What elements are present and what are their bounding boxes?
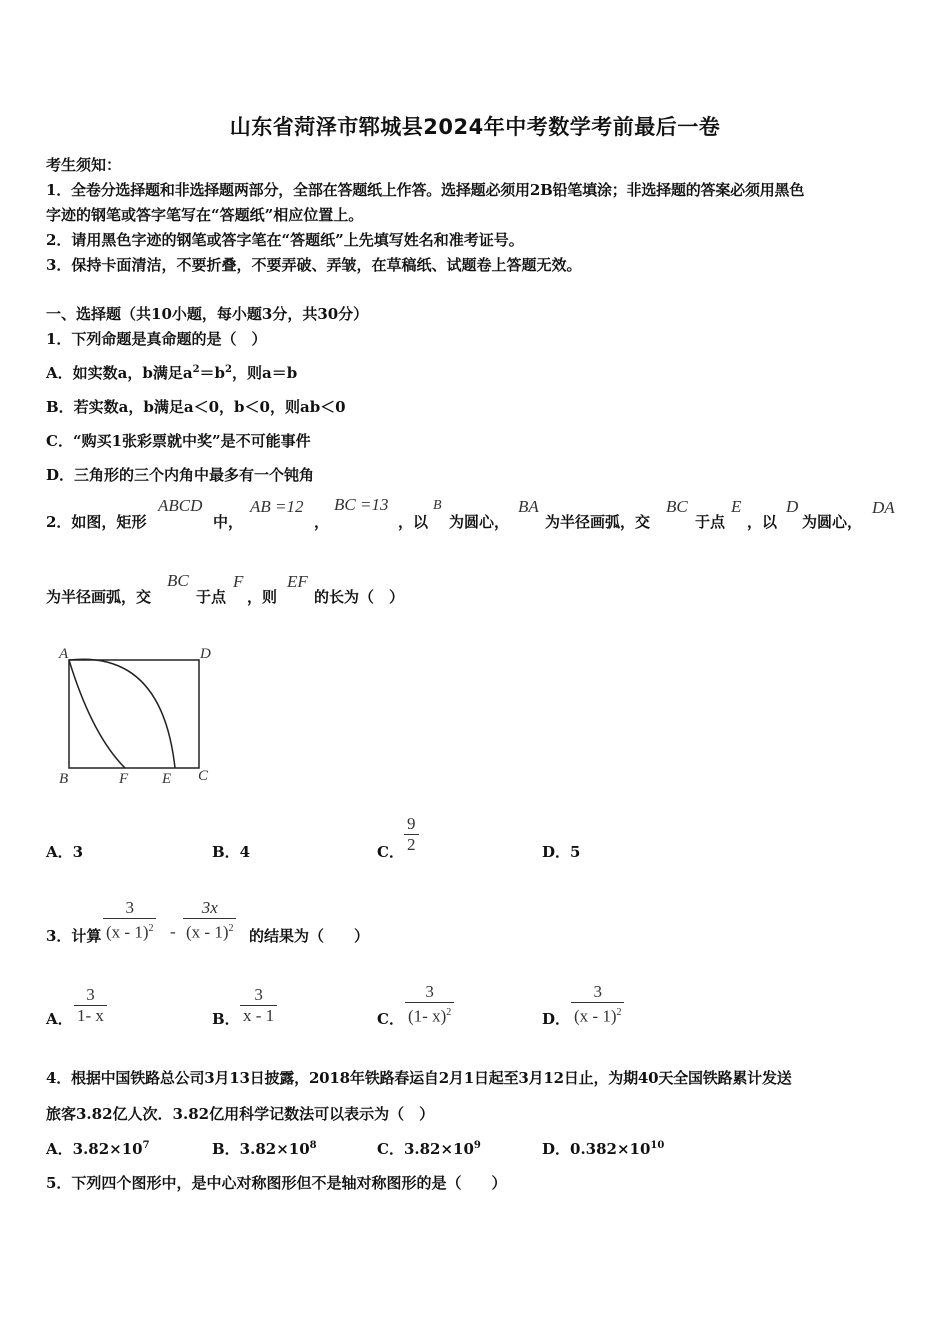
q2-text-9: 为圆心， <box>802 513 863 531</box>
q2-option-b: B．4 <box>212 843 251 861</box>
label-c: C <box>198 768 209 784</box>
q3-option-a-label: A． <box>46 1010 73 1028</box>
q2-math-bc-2: BC <box>666 497 688 516</box>
rectangle-abcd <box>69 660 199 768</box>
q2-text-7: 于点 <box>695 513 726 531</box>
q2-text-13: 的长为（ ） <box>314 588 405 606</box>
q2-option-c-label: C． <box>377 843 404 861</box>
q2-text-6: 为半径画弧，交 <box>545 513 651 531</box>
q3-option-c-fraction: $\frac{3}{(1- x)^2}$ <box>405 982 454 1027</box>
q2-math-bc: BC =13 <box>334 495 389 514</box>
q2-math-b: B <box>433 498 442 513</box>
q2-option-c-fraction: $\frac{9}{2}$ <box>404 814 419 855</box>
q2-text-3: ， <box>314 513 330 531</box>
q2-figure <box>52 640 232 790</box>
q4-line-2: 旅客3.82亿人次．3.82亿用科学记数法可以表示为（ ） <box>46 1105 435 1123</box>
label-d: D <box>200 646 211 662</box>
q2-math-f: F <box>233 572 244 591</box>
q2-text-12: ，则 <box>247 588 278 606</box>
q3-option-b-label: B． <box>212 1010 240 1028</box>
label-a: A <box>59 646 69 662</box>
q4-option-b: B．$3.82\times 10^8$ <box>212 1140 317 1158</box>
q3-fraction-2: $\frac{3x}{(x - 1)^2}$ <box>183 898 236 943</box>
q2-math-da: DA <box>872 498 895 517</box>
notice-line-1b: 字迹的钢笔或答字笔写在“答题纸”相应位置上。 <box>46 206 364 224</box>
section-heading: 一、选择题（共10小题，每小题3分，共30分） <box>46 305 369 323</box>
q2-text-10: 为半径画弧，交 <box>46 588 152 606</box>
q1-option-a: A．如实数a，b满足$a^2=b^2$，则a＝b <box>46 364 298 382</box>
arc-af <box>69 660 125 768</box>
q4-option-c: C．$3.82\times 10^9$ <box>377 1140 481 1158</box>
arc-ae <box>69 659 175 768</box>
q2-math-bc-3: BC <box>167 571 189 590</box>
q2-math-ba: BA <box>518 497 539 516</box>
q3-option-c-label: C． <box>377 1010 404 1028</box>
label-b: B <box>59 771 69 787</box>
q2-text-2: 中， <box>213 513 244 531</box>
q3-option-a-fraction: $\frac{3}{1- x}$ <box>74 985 107 1026</box>
label-f: F <box>119 771 129 787</box>
q2-math-abcd: ABCD <box>158 496 203 515</box>
q2-text-4: ，以 <box>398 513 429 531</box>
notice-line-2: 2．请用黑色字迹的钢笔或答字笔在“答题纸”上先填写姓名和准考证号。 <box>46 231 524 249</box>
q1-option-c: C．“购买1张彩票就中奖”是不可能事件 <box>46 432 311 450</box>
q4-option-a: A．$3.82\times 10^7$ <box>46 1140 150 1158</box>
q2-math-ef: EF <box>287 572 308 591</box>
q2-math-d: D <box>786 497 799 516</box>
q2-text-8: ，以 <box>747 513 778 531</box>
page-title: 山东省菏泽市郓城县2024年中考数学考前最后一卷 <box>229 115 721 139</box>
notice-heading: 考生须知： <box>46 156 122 174</box>
q2-option-a: A．3 <box>46 843 84 861</box>
q2-text-11: 于点 <box>196 588 227 606</box>
q3-option-d-fraction: $\frac{3}{(x - 1)^2}$ <box>571 982 624 1027</box>
q1-option-d: D．三角形的三个内角中最多有一个钝角 <box>46 466 315 484</box>
q2-text-1: 2．如图，矩形 <box>46 513 147 531</box>
notice-line-3: 3．保持卡面清洁，不要折叠，不要弄破、弄皱，在草稿纸、试题卷上答题无效。 <box>46 256 582 274</box>
q3-option-d-label: D． <box>542 1010 571 1028</box>
q3-option-b-fraction: $\frac{3}{x - 1}$ <box>240 985 277 1026</box>
q4-line-1: 4．根据中国铁路总公司3月13日披露，2018年铁路春运自2月1日起至3月12日止，为期40天全国铁路累计发送 <box>46 1069 792 1087</box>
q3-text-pre: 3．计算 <box>46 927 102 945</box>
q2-math-ab: AB =12 <box>250 497 304 516</box>
q1-option-b: B．若实数a，b满足a＜0，b＜0，则ab＜0 <box>46 398 346 416</box>
label-e: E <box>162 771 172 787</box>
q2-text-5: 为圆心， <box>449 513 510 531</box>
notice-line-1a: 1．全卷分选择题和非选择题两部分，全部在答题纸上作答。选择题必须用2B铅笔填涂；非选择题的答案必须用黑色 <box>46 181 805 199</box>
q1-stem: 1．下列命题是真命题的是（ ） <box>46 330 267 348</box>
q2-math-e: E <box>731 497 742 516</box>
q5-stem: 5．下列四个图形中，是中心对称图形但不是轴对称图形的是（ ） <box>46 1174 507 1192</box>
q3-text-post: 的结果为（ ） <box>249 927 370 945</box>
q4-option-d: D．$0.382\times 10^{10}$ <box>542 1140 665 1158</box>
q3-minus: - <box>170 922 176 941</box>
q3-fraction-1: $\frac{3}{(x - 1)^2}$ <box>103 898 156 943</box>
q2-option-d: D．5 <box>542 843 581 861</box>
